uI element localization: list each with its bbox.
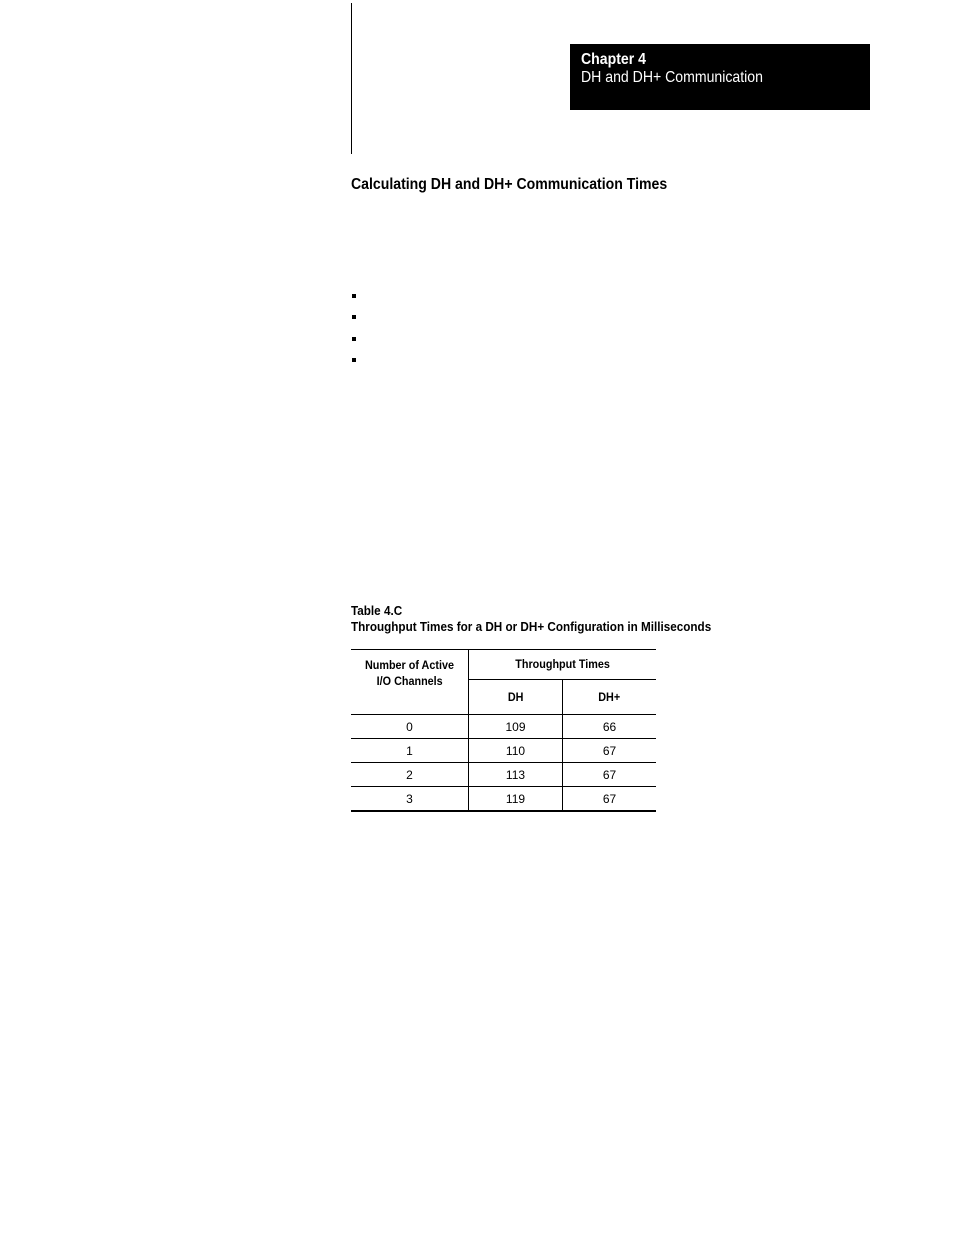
bullet-marker [352,358,356,362]
chapter-title: DH and DH+ Communication [581,69,763,86]
cell-channels: 2 [351,763,469,787]
header-text: Throughput Times [515,657,610,672]
bullet-marker [352,337,356,341]
header-text: DH [507,689,524,704]
chapter-header [570,44,870,110]
header-line: I/O Channels [376,674,443,688]
cell-channels: 1 [351,739,469,763]
cell-channels: 3 [351,787,469,812]
table-row [351,739,656,763]
header-text: DH+ [598,689,621,704]
chapter-number: Chapter 4 [581,51,646,68]
header-line: Number of Active [364,658,455,672]
table-row [351,787,656,812]
cell-dhplus: 67 [563,763,657,787]
cell-channels: 0 [351,715,469,739]
header-dh [469,679,563,714]
cell-dh: 113 [469,763,563,787]
table-title: Throughput Times for a DH or DH+ Configuration in Milliseconds [351,619,712,634]
cell-dhplus: 67 [563,787,657,812]
table-row [351,715,656,739]
cell-dhplus: 67 [563,739,657,763]
throughput-table [351,649,656,812]
cell-dhplus: 66 [563,715,657,739]
header-active-channels [351,650,469,715]
cell-dh: 110 [469,739,563,763]
section-heading: Calculating DH and DH+ Communication Times [351,176,668,193]
table-row [351,763,656,787]
header-throughput-times [469,650,657,680]
header-dhplus [563,679,657,714]
table-number: Table 4.C [351,603,403,618]
cell-dh: 109 [469,715,563,739]
cell-dh: 119 [469,787,563,812]
bullet-marker [352,294,356,298]
table-caption [351,603,711,635]
bullet-marker [352,315,356,319]
margin-rule [351,3,352,154]
